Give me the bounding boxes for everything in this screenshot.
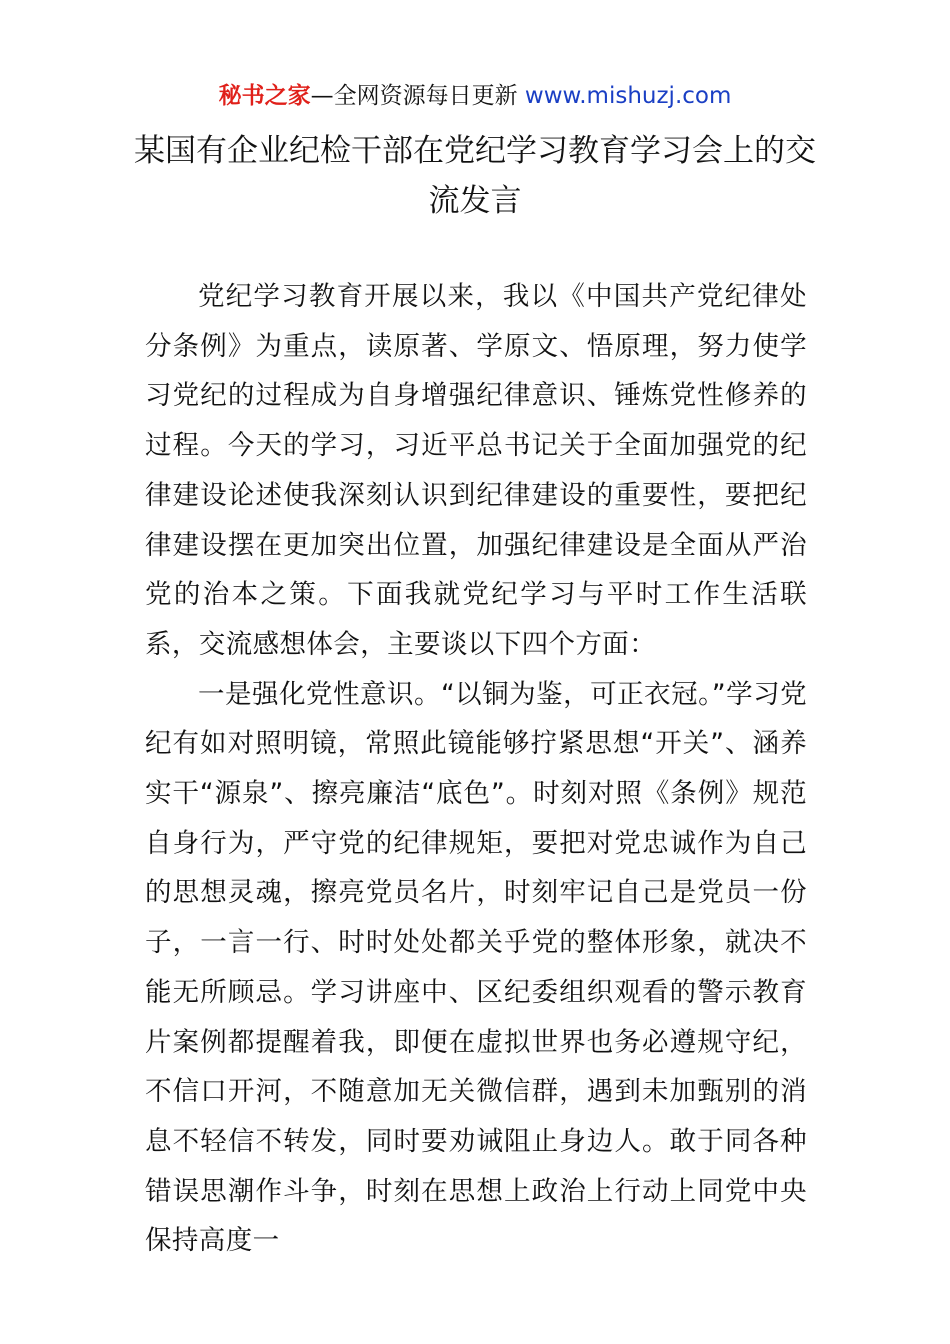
header-tagline: —全网资源每日更新	[310, 83, 525, 109]
site-header	[0, 78, 950, 114]
brand-name: 秘书之家	[218, 83, 311, 109]
document-body	[145, 272, 807, 1266]
site-url-link[interactable]: www.mishuzj.com	[524, 83, 732, 109]
paragraph-intro: 党纪学习教育开展以来，我以《中国共产党纪律处分条例》为重点，读原著、学原文、悟原理，努力使学习党纪的过程成为自身增强纪律意识、锤炼党性修养的过程。今天的学习，习近平总书记关于全面加强党的纪律建设论述使我深刻认识到纪律建设的重要性，要把纪律建设摆在更加突出位置，加强纪律建设是全面从严治党的治本之策。下面我就党纪学习与平时工作生活联系，交流感想体会，主要谈以下四个方面：	[145, 281, 807, 660]
paragraph-point-one: 一是强化党性意识。“以铜为鉴，可正衣冠。”学习党纪有如对照明镜，常照此镜能够拧紧思想“开关”、涵养实干“源泉”、擦亮廉洁“底色”。时刻对照《条例》规范自身行为，严守党的纪律规矩，要把对党忠诚作为自己的思想灵魂，擦亮党员名片，时刻牢记自己是党员一份子，一言一行、时时处处都关乎党的整体形象，就决不能无所顾忌。学习讲座中、区纪委组织观看的警示教育片案例都提醒着我，即便在虚拟世界也务必遵规守纪，不信口开河，不随意加无关微信群，遇到未加甄别的消息不轻信不转发，同时要劝诫阻止身边人。敢于同各种错误思潮作斗争，时刻在思想上政治上行动上同党中央保持高度一	[145, 678, 807, 1257]
document-title: 某国有企业纪检干部在党纪学习教育学习会上的交流发言	[134, 133, 816, 219]
